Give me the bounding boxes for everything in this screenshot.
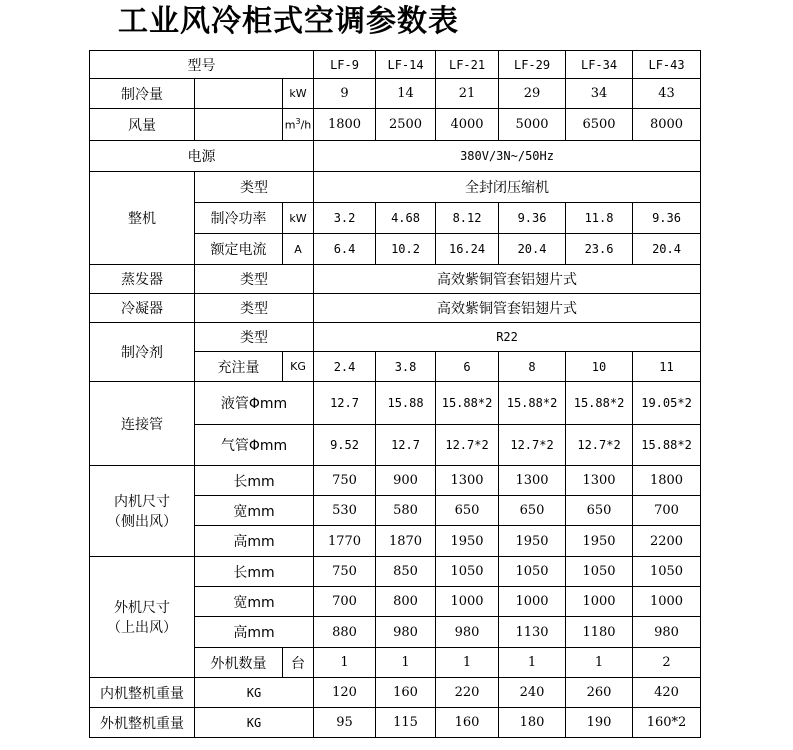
value-cell: 12.7*2	[436, 425, 499, 466]
unit-m3h	[283, 109, 314, 141]
value-cell: 4.68	[376, 203, 436, 234]
connecting-pipe-label: 连接管	[90, 382, 195, 466]
value-cell: 1	[566, 648, 633, 678]
value-cell: 12.7*2	[499, 425, 566, 466]
value-cell: 260	[566, 678, 633, 708]
value-cell: 750	[314, 466, 376, 496]
value-cell: 180	[499, 708, 566, 738]
value-cell: 34	[566, 79, 633, 109]
outdoor-size-line2: （上出风）	[107, 620, 177, 636]
outdoor-count-label: 外机数量	[195, 648, 283, 678]
type-label: 类型	[195, 294, 314, 323]
value-cell: 650	[499, 496, 566, 526]
value-cell: 9.52	[314, 425, 376, 466]
table-row	[90, 323, 701, 352]
outdoor-size-line1: 外机尺寸	[114, 600, 170, 616]
rated-current-label: 额定电流	[195, 234, 283, 265]
table-row	[90, 79, 701, 109]
refrigerant-type-value: R22	[314, 323, 701, 352]
value-cell: 900	[376, 466, 436, 496]
table-row	[90, 141, 701, 172]
table-row	[90, 109, 701, 141]
outdoor-size-label	[90, 557, 195, 678]
value-cell: 650	[436, 496, 499, 526]
outdoor-weight-label: 外机整机重量	[90, 708, 195, 738]
indoor-size-line2: （侧出风）	[107, 514, 177, 530]
value-cell: 1300	[436, 466, 499, 496]
unit-whole-label: 整机	[90, 172, 195, 265]
value-cell: 19.05*2	[633, 382, 701, 425]
value-cell: 3.8	[376, 352, 436, 382]
unit-kw: kW	[283, 203, 314, 234]
value-cell: 15.88*2	[566, 382, 633, 425]
type-label: 类型	[195, 323, 314, 352]
value-cell: 20.4	[633, 234, 701, 265]
value-cell: 95	[314, 708, 376, 738]
table-row	[90, 557, 701, 587]
value-cell: 15.88*2	[436, 382, 499, 425]
value-cell: 9	[314, 79, 376, 109]
length-label: 长mm	[195, 557, 314, 587]
value-cell: 120	[314, 678, 376, 708]
value-cell: 8000	[633, 109, 701, 141]
value-cell: 1800	[314, 109, 376, 141]
spec-table-body	[90, 51, 701, 738]
value-cell: 20.4	[499, 234, 566, 265]
value-cell: 8	[499, 352, 566, 382]
value-cell: 700	[314, 587, 376, 617]
value-cell: 420	[633, 678, 701, 708]
value-cell: 12.7	[376, 425, 436, 466]
page-title: 工业风冷柜式空调参数表	[118, 4, 459, 39]
value-cell: 16.24	[436, 234, 499, 265]
value-cell: 1800	[633, 466, 701, 496]
value-cell: 160*2	[633, 708, 701, 738]
unit-type-value: 全封闭压缩机	[314, 172, 701, 203]
value-cell: 190	[566, 708, 633, 738]
value-cell: 21	[436, 79, 499, 109]
value-cell: 980	[633, 617, 701, 648]
value-cell: 530	[314, 496, 376, 526]
value-cell: 650	[566, 496, 633, 526]
unit-m3h-sup: 3	[295, 117, 301, 127]
value-cell: 220	[436, 678, 499, 708]
value-cell: 5000	[499, 109, 566, 141]
value-cell: 750	[314, 557, 376, 587]
value-cell: 1180	[566, 617, 633, 648]
model-label: 型号	[90, 51, 314, 79]
unit-kg: KG	[195, 708, 314, 738]
table-row	[90, 265, 701, 294]
empty-cell	[195, 109, 283, 141]
value-cell: 160	[376, 678, 436, 708]
value-cell: 9.36	[633, 203, 701, 234]
value-cell: 6500	[566, 109, 633, 141]
condenser-type-value: 高效紫铜管套铝翅片式	[314, 294, 701, 323]
value-cell: 1870	[376, 526, 436, 557]
value-cell: LF-9	[314, 51, 376, 79]
unit-piece: 台	[283, 648, 314, 678]
value-cell: 12.7*2	[566, 425, 633, 466]
value-cell: 1	[314, 648, 376, 678]
cooling-power-label: 制冷功率	[195, 203, 283, 234]
value-cell: 12.7	[314, 382, 376, 425]
indoor-size-label	[90, 466, 195, 557]
value-cell: 15.88*2	[499, 382, 566, 425]
value-cell: 1050	[566, 557, 633, 587]
table-row	[90, 382, 701, 425]
value-cell: 6	[436, 352, 499, 382]
length-label: 长mm	[195, 466, 314, 496]
gas-pipe-label: 气管Φmm	[195, 425, 314, 466]
type-label: 类型	[195, 265, 314, 294]
value-cell: 1000	[436, 587, 499, 617]
value-cell: 880	[314, 617, 376, 648]
value-cell: LF-34	[566, 51, 633, 79]
width-label: 宽mm	[195, 496, 314, 526]
value-cell: LF-29	[499, 51, 566, 79]
value-cell: 6.4	[314, 234, 376, 265]
unit-kw: kW	[283, 79, 314, 109]
value-cell: 15.88*2	[633, 425, 701, 466]
airflow-label: 风量	[90, 109, 195, 141]
value-cell: 240	[499, 678, 566, 708]
value-cell: LF-21	[436, 51, 499, 79]
power-supply-label: 电源	[90, 141, 314, 172]
table-row	[90, 172, 701, 203]
value-cell: 1300	[499, 466, 566, 496]
spec-table	[89, 50, 701, 738]
indoor-size-line1: 内机尺寸	[114, 494, 170, 510]
table-row	[90, 294, 701, 323]
value-cell: 1130	[499, 617, 566, 648]
unit-kg: KG	[195, 678, 314, 708]
height-label: 高mm	[195, 617, 314, 648]
value-cell: 8.12	[436, 203, 499, 234]
liquid-pipe-label: 液管Φmm	[195, 382, 314, 425]
value-cell: 2	[633, 648, 701, 678]
refrigerant-label: 制冷剂	[90, 323, 195, 382]
value-cell: 1300	[566, 466, 633, 496]
value-cell: 115	[376, 708, 436, 738]
value-cell: 1000	[499, 587, 566, 617]
value-cell: 15.88	[376, 382, 436, 425]
unit-kg: KG	[283, 352, 314, 382]
value-cell: 1000	[633, 587, 701, 617]
value-cell: 11.8	[566, 203, 633, 234]
power-supply-value: 380V/3N~/50Hz	[314, 141, 701, 172]
value-cell: 2200	[633, 526, 701, 557]
height-label: 高mm	[195, 526, 314, 557]
unit-amp: A	[283, 234, 314, 265]
value-cell: 980	[436, 617, 499, 648]
empty-cell	[195, 79, 283, 109]
value-cell: 1050	[499, 557, 566, 587]
value-cell: 700	[633, 496, 701, 526]
indoor-weight-label: 内机整机重量	[90, 678, 195, 708]
value-cell: 43	[633, 79, 701, 109]
value-cell: LF-14	[376, 51, 436, 79]
value-cell: 1950	[499, 526, 566, 557]
table-row	[90, 708, 701, 738]
unit-m3h-base: m	[284, 118, 296, 132]
value-cell: 1	[436, 648, 499, 678]
value-cell: 850	[376, 557, 436, 587]
value-cell: 1050	[436, 557, 499, 587]
value-cell: 10.2	[376, 234, 436, 265]
value-cell: LF-43	[633, 51, 701, 79]
value-cell: 1950	[566, 526, 633, 557]
charge-label: 充注量	[195, 352, 283, 382]
value-cell: 1770	[314, 526, 376, 557]
value-cell: 160	[436, 708, 499, 738]
value-cell: 980	[376, 617, 436, 648]
value-cell: 800	[376, 587, 436, 617]
value-cell: 1050	[633, 557, 701, 587]
table-row	[90, 51, 701, 79]
value-cell: 23.6	[566, 234, 633, 265]
value-cell: 2.4	[314, 352, 376, 382]
table-row	[90, 678, 701, 708]
table-row	[90, 466, 701, 496]
value-cell: 1	[499, 648, 566, 678]
evaporator-type-value: 高效紫铜管套铝翅片式	[314, 265, 701, 294]
type-label: 类型	[195, 172, 314, 203]
value-cell: 14	[376, 79, 436, 109]
condenser-label: 冷凝器	[90, 294, 195, 323]
value-cell: 4000	[436, 109, 499, 141]
value-cell: 10	[566, 352, 633, 382]
value-cell: 29	[499, 79, 566, 109]
value-cell: 1	[376, 648, 436, 678]
value-cell: 11	[633, 352, 701, 382]
value-cell: 1000	[566, 587, 633, 617]
unit-m3h-tail: /h	[300, 118, 312, 132]
value-cell: 3.2	[314, 203, 376, 234]
value-cell: 1950	[436, 526, 499, 557]
evaporator-label: 蒸发器	[90, 265, 195, 294]
value-cell: 2500	[376, 109, 436, 141]
value-cell: 9.36	[499, 203, 566, 234]
value-cell: 580	[376, 496, 436, 526]
width-label: 宽mm	[195, 587, 314, 617]
cooling-capacity-label: 制冷量	[90, 79, 195, 109]
